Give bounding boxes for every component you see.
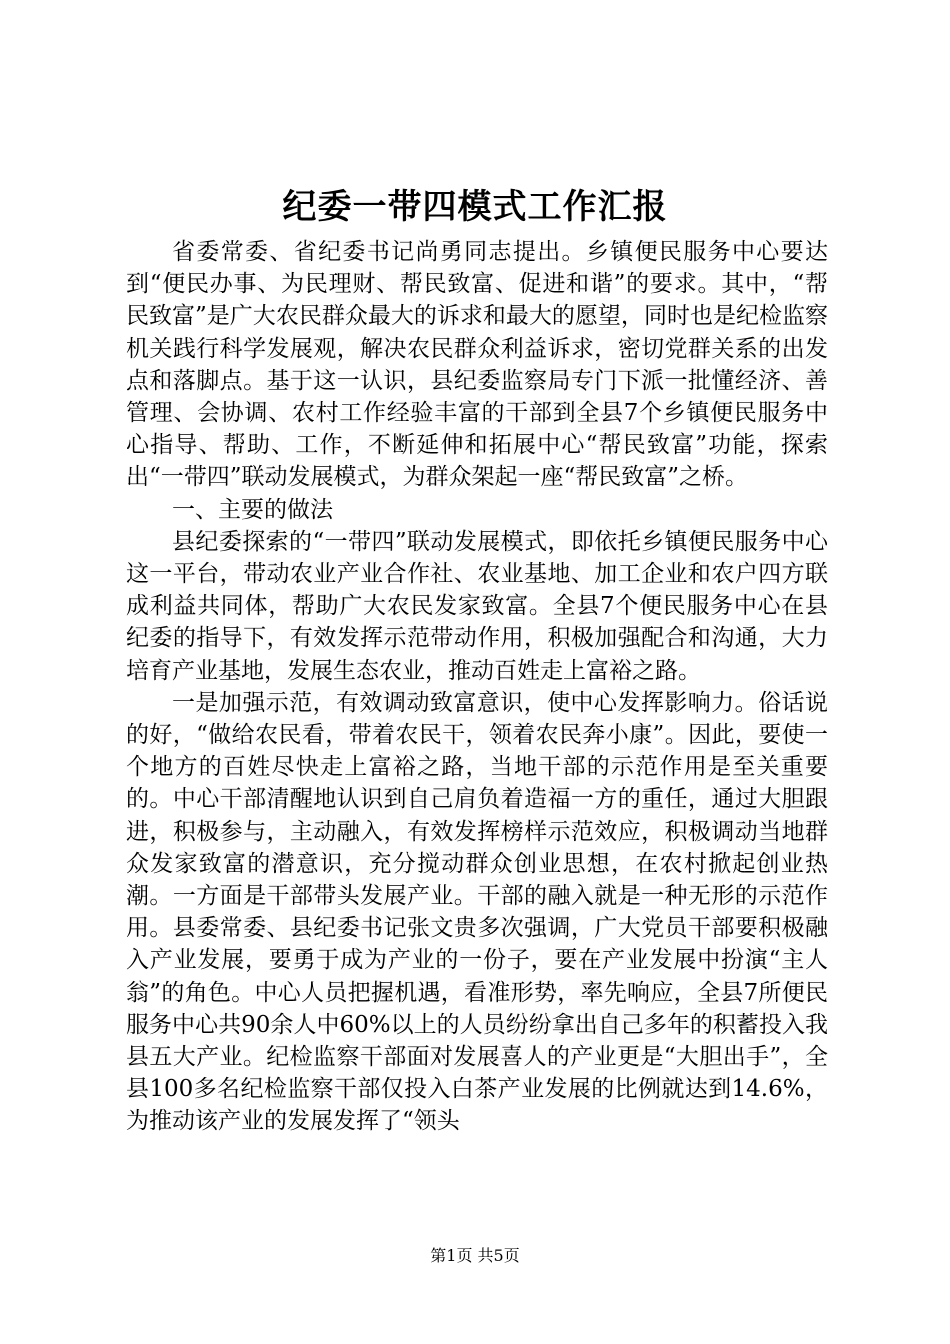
paragraph-intro: 省委常委、省纪委书记尚勇同志提出。乡镇便民服务中心要达到“便民办事、为民理财、帮民致富、促进和谐”的要求。其中，“帮民致富”是广大农民群众最大的诉求和最大的愿望，同时也是纪检监察机关践行科学发展观，解决农民群众利益诉求，密切党群关系的出发点和落脚点。基于这一认识，县纪委监察局专门下派一批懂经济、善管理、会协调、农村工作经验丰富的干部到全县7个乡镇便民服务中心指导、帮助、工作，不断延伸和拓展中心“帮民致富”功能，探索出“一带四”联动发展模式，为群众架起一座“帮民致富”之桥。 [126, 239, 828, 491]
document-body [126, 236, 828, 1138]
page-number-footer: 第1页 共5页 [430, 1246, 520, 1265]
section-heading-main-practices: 一、主要的做法 [172, 496, 333, 523]
paragraph-model-description: 县纪委探索的“一带四”联动发展模式，即依托乡镇便民服务中心这一平台，带动农业产业合作社、农业基地、加工企业和农户四方联成利益共同体，帮助广大农民发家致富。全县7个便民服务中心在县纪委的指导下，有效发挥示范带动作用，积极加强配合和沟通，大力培育产业基地，发展生态农业，推动百姓走上富裕之路。 [126, 528, 828, 684]
document-title: 纪委一带四模式工作汇报 [282, 187, 668, 227]
paragraph-demonstration: 一是加强示范，有效调动致富意识，使中心发挥影响力。俗话说的好，“做给农民看，带着农民干，领着农民奔小康”。因此，要使一个地方的百姓尽快走上富裕之路，当地干部的示范作用是至关重要的。中心干部清醒地认识到自己肩负着造福一方的重任，通过大胆跟进，积极参与，主动融入，有效发挥榜样示范效应，积极调动当地群众发家致富的潜意识，充分搅动群众创业思想，在农村掀起创业热潮。一方面是干部带头发展产业。干部的融入就是一种无形的示范作用。县委常委、县纪委书记张文贵多次强调，广大党员干部要积极融入产业发展，要勇于成为产业的一份子，要在产业发展中扮演“主人翁”的角色。中心人员把握机遇，看准形势，率先响应，全县7所便民服务中心共90余人中60%以上的人员纷纷拿出自己多年的积蓄投入我县五大产业。纪检监察干部面对发展喜人的产业更是“大胆出手”，全县100多名纪检监察干部仅投入白茶产业发展的比例就达到14.6%，为推动该产业的发展发挥了“领头 [126, 689, 828, 1135]
